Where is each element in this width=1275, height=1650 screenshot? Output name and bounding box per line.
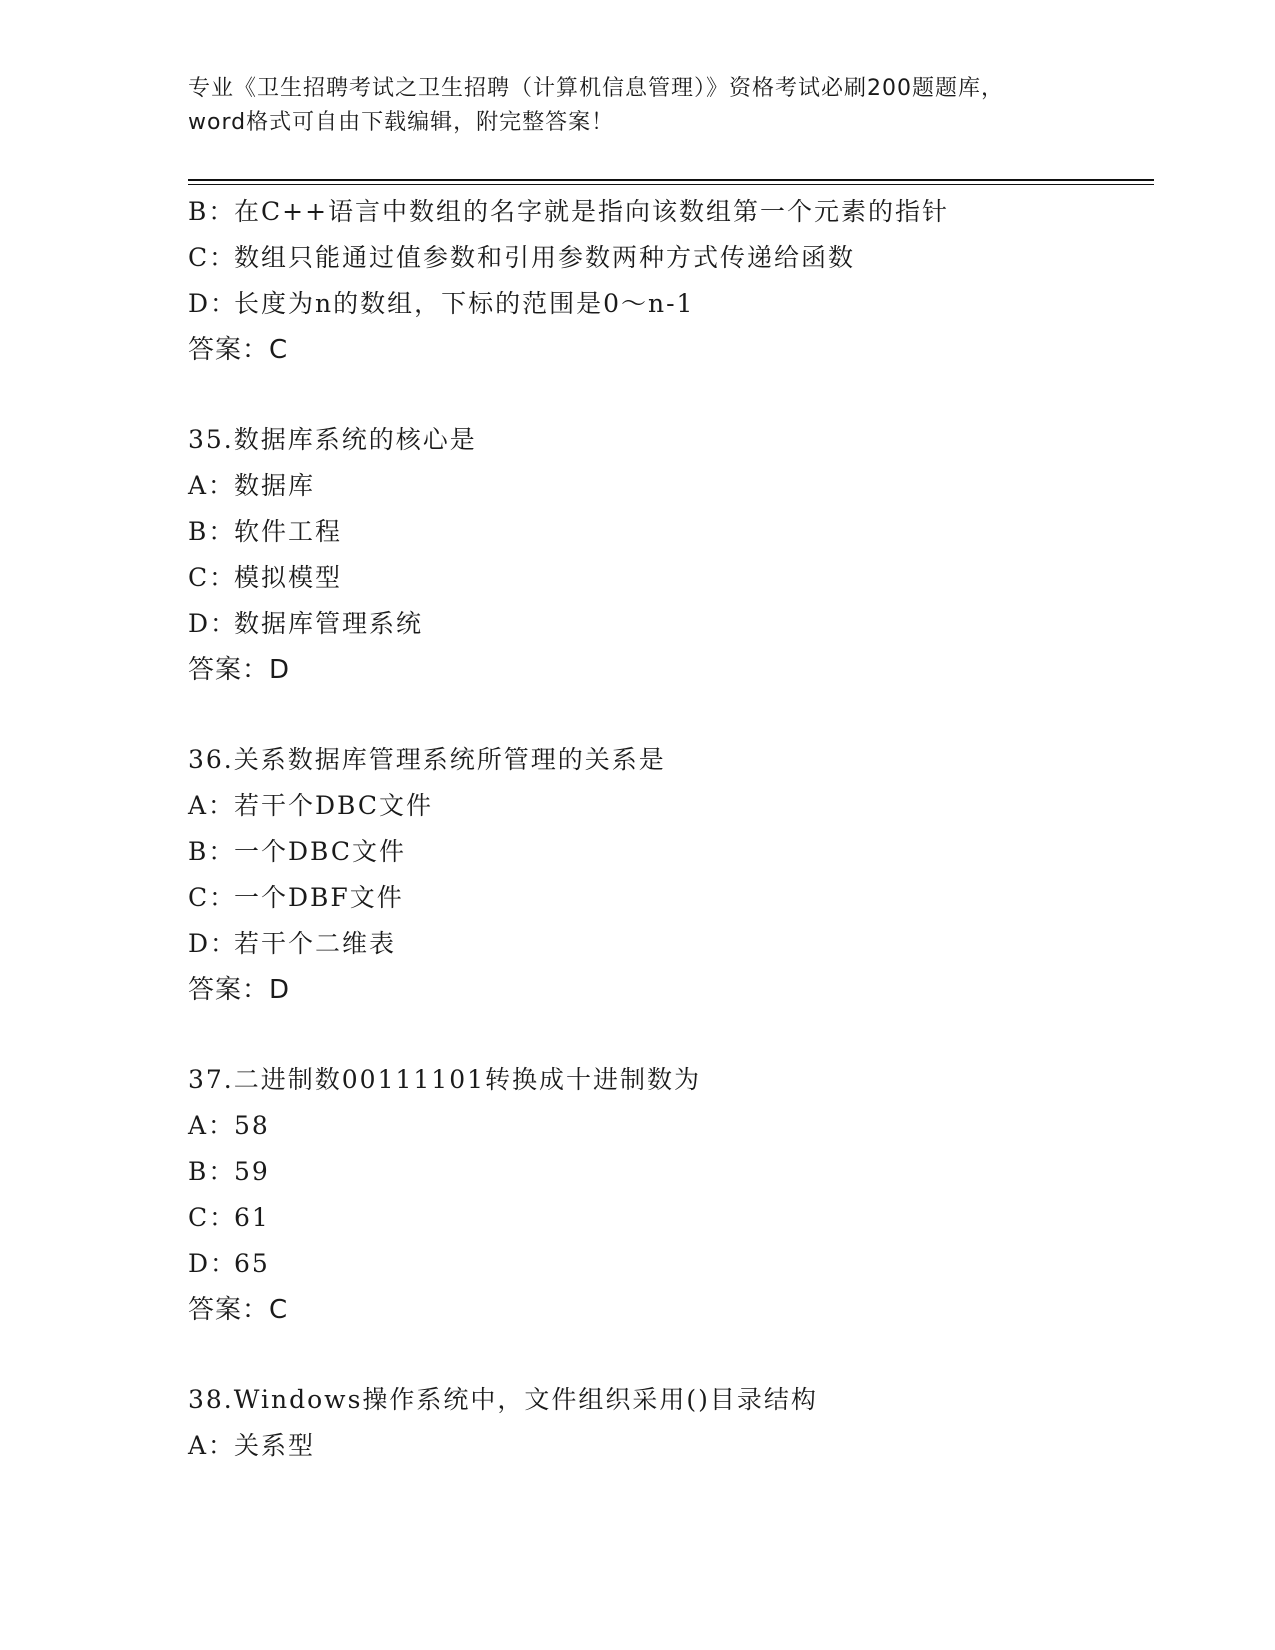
option-letter: D： — [188, 929, 238, 958]
option-line — [188, 783, 1154, 829]
option-line — [188, 1103, 1154, 1149]
option-text: 软件工程 — [234, 517, 343, 546]
header-divider-thin — [188, 184, 1154, 185]
option-text: 长度为n的数组，下标的范围是0～n-1 — [234, 289, 695, 318]
option-text: 数据库 — [234, 471, 316, 500]
option-line — [188, 875, 1154, 921]
question-stem: 38.Windows操作系统中，文件组织采用()目录结构 — [188, 1385, 818, 1414]
option-letter: B： — [188, 517, 236, 546]
option-letter: B： — [188, 837, 236, 866]
header-title-line-1: 专业《卫生招聘考试之卫生招聘（计算机信息管理）》资格考试必刷200题题库， — [188, 76, 1004, 101]
option-text: 一个DBF文件 — [234, 883, 404, 912]
question-block-34 — [188, 189, 1154, 373]
option-letter: C： — [188, 883, 237, 912]
option-letter: A： — [188, 791, 236, 820]
option-line — [188, 1195, 1154, 1241]
option-text: 若干个二维表 — [234, 929, 397, 958]
option-line — [188, 463, 1154, 509]
answer-line: 答案：D — [188, 975, 291, 1005]
question-block-38 — [188, 1377, 1154, 1469]
question-list — [188, 189, 1154, 1469]
option-text: 数据库管理系统 — [234, 609, 424, 638]
header-title-line-2: word格式可自由下载编辑，附完整答案！ — [188, 110, 615, 135]
spacer — [188, 373, 1154, 417]
option-line — [188, 1423, 1154, 1469]
option-letter: A： — [188, 471, 236, 500]
option-line — [188, 281, 1154, 327]
answer-line: 答案：C — [188, 335, 289, 365]
spacer — [188, 1013, 1154, 1057]
option-line — [188, 1149, 1154, 1195]
question-stem: 37.二进制数00111101转换成十进制数为 — [188, 1065, 702, 1094]
option-letter: C： — [188, 1203, 237, 1232]
document-header — [188, 72, 1108, 140]
option-letter: C： — [188, 243, 237, 272]
answer-line: 答案：D — [188, 655, 291, 685]
option-letter: D： — [188, 1249, 238, 1278]
question-block-35 — [188, 417, 1154, 693]
option-letter: C： — [188, 563, 237, 592]
option-letter: A： — [188, 1431, 236, 1460]
option-text: 58 — [234, 1111, 270, 1140]
question-block-36 — [188, 737, 1154, 1013]
question-block-37 — [188, 1057, 1154, 1333]
option-line — [188, 235, 1154, 281]
spacer — [188, 1333, 1154, 1377]
answer-line: 答案：C — [188, 1295, 289, 1325]
option-text: 65 — [234, 1249, 270, 1278]
spacer — [188, 693, 1154, 737]
option-line — [188, 601, 1154, 647]
header-divider-thick — [188, 179, 1154, 181]
option-letter: B： — [188, 197, 236, 226]
option-line — [188, 829, 1154, 875]
option-line — [188, 509, 1154, 555]
option-text: 数组只能通过值参数和引用参数两种方式传递给函数 — [234, 243, 856, 272]
option-text: 关系型 — [234, 1431, 316, 1460]
question-stem: 36.关系数据库管理系统所管理的关系是 — [188, 745, 666, 774]
option-line — [188, 921, 1154, 967]
option-text: 一个DBC文件 — [234, 837, 407, 866]
option-text: 模拟模型 — [234, 563, 343, 592]
option-line — [188, 555, 1154, 601]
option-letter: A： — [188, 1111, 236, 1140]
option-text: 59 — [234, 1157, 270, 1186]
option-line — [188, 1241, 1154, 1287]
option-text: 若干个DBC文件 — [234, 791, 434, 820]
option-line — [188, 189, 1154, 235]
option-letter: B： — [188, 1157, 236, 1186]
question-stem: 35.数据库系统的核心是 — [188, 425, 477, 454]
option-letter: D： — [188, 609, 238, 638]
option-text: 61 — [234, 1203, 270, 1232]
option-letter: D： — [188, 289, 238, 318]
option-text: 在C++语言中数组的名字就是指向该数组第一个元素的指针 — [234, 197, 950, 226]
